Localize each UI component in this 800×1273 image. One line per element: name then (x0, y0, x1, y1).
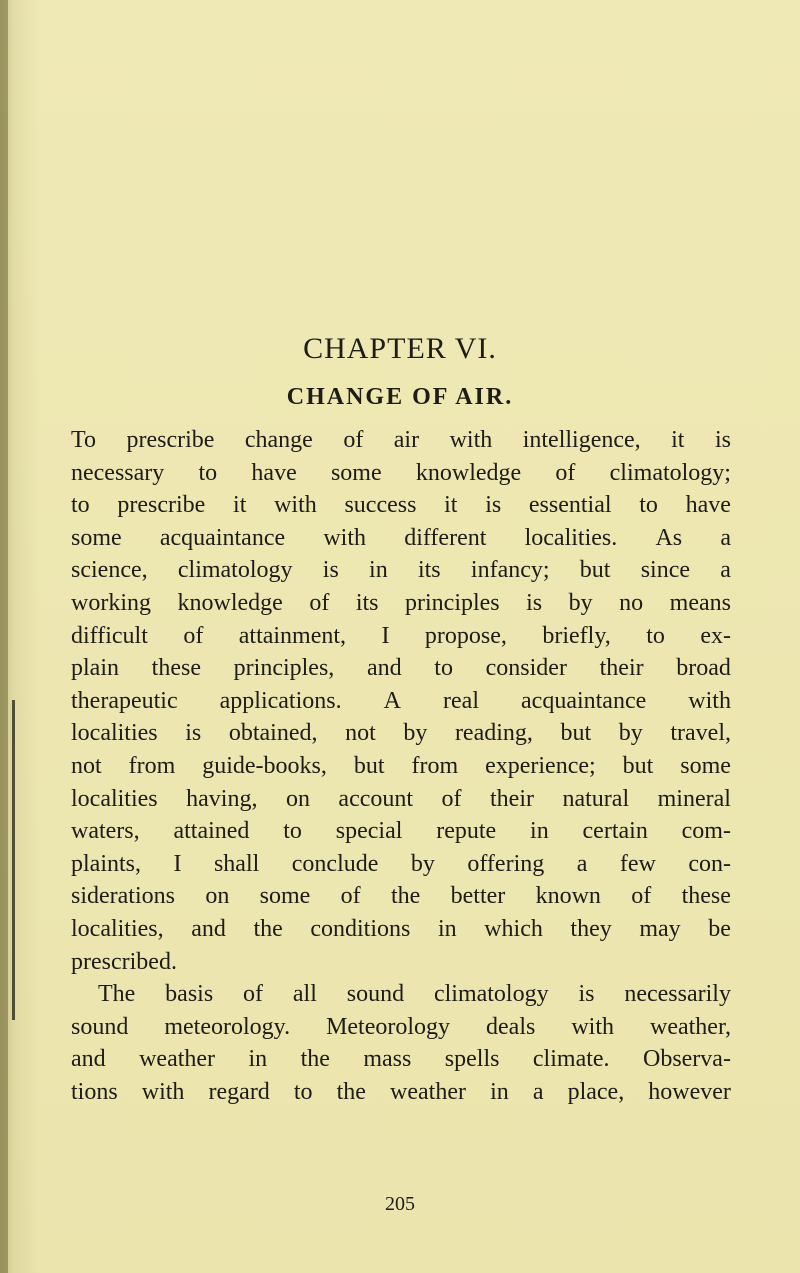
page-edge-mark (12, 700, 15, 1020)
text-line: localities having, on account of their natural mineral (71, 785, 731, 812)
text-line: therapeutic applications. A real acquaintance with (71, 687, 731, 714)
text-line: localities, and the conditions in which they may be (71, 915, 731, 942)
text-line: science, climatology is in its infancy; but since a (71, 557, 731, 584)
text-line: necessary to have some knowledge of climatology; (71, 459, 731, 486)
text-line: localities is obtained, not by reading, but by travel, (71, 720, 731, 747)
text-line: siderations on some of the better known of these (71, 883, 731, 910)
text-line: and weather in the mass spells climate. Observa- (71, 1046, 731, 1073)
section-title: CHANGE OF AIR. (286, 384, 514, 410)
body-text (71, 424, 731, 1108)
text-line: plain these principles, and to consider their broad (71, 655, 731, 682)
page-gutter-shadow (0, 0, 8, 1273)
text-line: not from guide-books, but from experience; but some (71, 752, 731, 779)
text-line: To prescribe change of air with intelligence, it is (71, 427, 731, 453)
page-number: 205 (385, 1193, 415, 1215)
text-line: prescribed. (71, 948, 177, 975)
chapter-title: CHAPTER VI. (303, 332, 497, 365)
text-line: to prescribe it with success it is essential to have (71, 492, 731, 519)
text-line: The basis of all sound climatology is necessarily (98, 981, 731, 1008)
text-line: sound meteorology. Meteorology deals with weather, (71, 1013, 731, 1040)
text-line: plaints, I shall conclude by offering a few con- (71, 850, 731, 877)
text-line: difficult of attainment, I propose, briefly, to ex- (71, 622, 731, 649)
text-line: tions with regard to the weather in a place, however (71, 1078, 731, 1105)
text-line: some acquaintance with different localities. As a (71, 524, 731, 551)
text-line: waters, attained to special repute in certain com- (71, 818, 731, 845)
text-line: working knowledge of its principles is by no means (71, 589, 731, 616)
